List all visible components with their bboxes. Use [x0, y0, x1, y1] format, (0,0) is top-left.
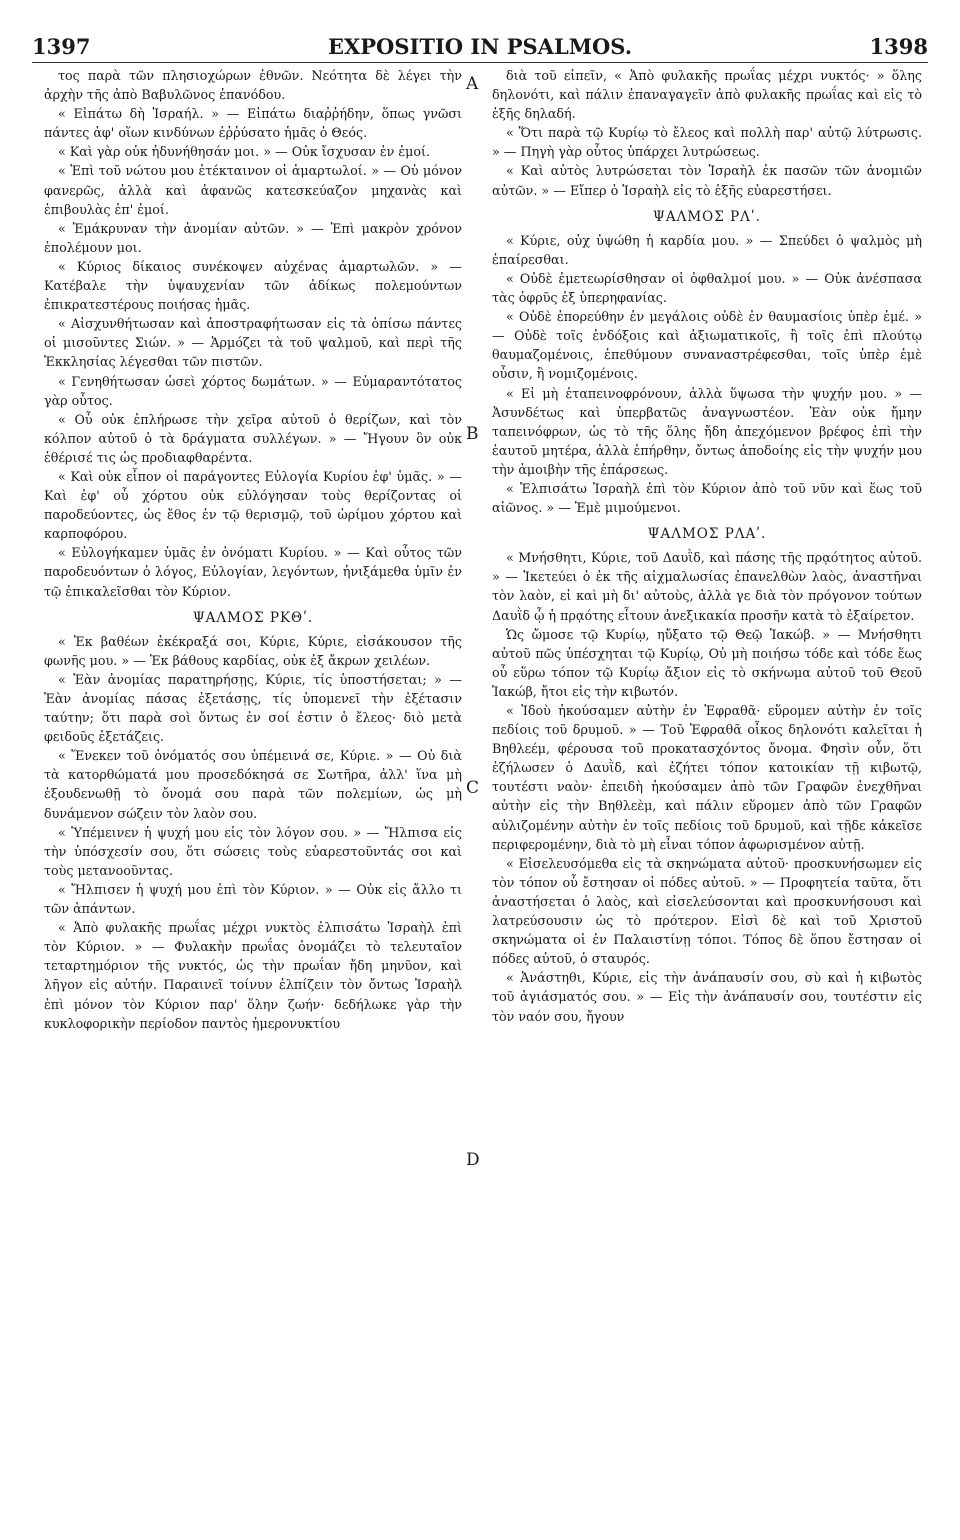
text-paragraph: « Ὅτι παρὰ τῷ Κυρίῳ τὸ ἔλεος καὶ πολλὴ παρ' αὐτῷ λύτρωσις. » — Πηγὴ γὰρ οὗτος ὑπάρχει λυτρώσεως. [492, 125, 922, 160]
text-paragraph: « Καὶ οὐκ εἶπον οἱ παράγοντες Εὐλογία Κυρίου ἐφ' ὑμᾶς. » — Καὶ ἐφ' οὗ χόρτου οὐκ εὐλόγησαν τοὺς θερίζοντας οἱ παροδεύοντες, ὡς ἔθος ἐν τῷ θερισμῷ, τοῦ ὡρίμου χόρτου καὶ καρποφόρου. [44, 468, 462, 542]
text-paragraph: διὰ τοῦ εἰπεῖν, « Ἀπὸ φυλακῆς πρωΐας μέχρι νυκτός· » ὅλης δηλονότι, καὶ πάλιν ἐπαναγαγεῖν ἀπὸ φυλακῆς πρωΐας καὶ εἰς τὸ ἑξῆς δηλαδή. [492, 68, 922, 122]
margin-marker-a: A [466, 74, 479, 94]
text-paragraph: « Μνήσθητι, Κύριε, τοῦ Δαυῒδ, καὶ πάσης τῆς πρᾳότητος αὐτοῦ. » — Ἱκετεύει ὁ ἐκ τῆς αἰχμαλωσίας ἐπανελθὼν λαὸς, ἀναστῆναι τὸν λαὸν, εἰ καὶ μὴ δι' αὐτοὺς, ἀλλὰ γε διὰ τὸν πρόγονον τούτων Δαυῒδ ᾧ ἡ πρᾳότης εἶτουν ἀνεξικακία προσῆν κατὰ τὸ ἐξαίρετον. [492, 550, 922, 623]
left-page-number: 1397 [32, 34, 91, 59]
text-paragraph: « Καὶ αὐτὸς λυτρώσεται τὸν Ἰσραὴλ ἐκ πασῶν τῶν ἀνομιῶν αὐτῶν. » — Εἴπερ ὁ Ἰσραὴλ εἰς τὸ ἑξῆς εὐαρεστήσει. [492, 163, 922, 198]
text-paragraph: τος παρὰ τῶν πλησιοχώρων ἐθνῶν. Νεότητα δὲ λέγει τὴν ἀρχὴν τῆς ἀπὸ Βαβυλῶνος ἐπανόδου. [44, 68, 462, 103]
text-paragraph: « Ἰδοὺ ἠκούσαμεν αὐτὴν ἐν Ἐφραθᾶ· εὕρομεν αὐτὴν ἐν τοῖς πεδίοις τοῦ δρυμοῦ. » — Τοῦ Ἐφραθᾶ οἶκος δηλονότι καλεῖται ἡ Βηθλεέμ, φέρουσα τοῦ προκατασχόντος ὄνομα. Φησὶν οὖν, ὅτι ἐζήλωσεν ὁ Δαυῒδ, καὶ ἐζήτει τόπον κατοικίαν τῇ κιβωτῷ, τουτέστι ναὸν· ἐπειδὴ ἠκούσαμεν ἀπὸ τῶν Γραφῶν ἐνεχθῆναι αὐτὴν εἰς τὴν Βηθλεὲμ, καὶ πάλιν εὕρομεν ἀπὸ τῶν Γραφῶν αὐλιζομένην αὐτὴν ἐν τοῖς πεδίοις τοῦ δρυμοῦ, καὶ τῇδε κἀκεῖσε περιφερομένην, διὰ τὸ μὴ εἶναι τόπον ἀφωρισμένον αὐτῇ. [492, 703, 922, 852]
header-rule [32, 62, 928, 63]
text-paragraph: « Ἐπὶ τοῦ νώτου μου ἐτέκταινον οἱ ἁμαρτωλοί. » — Οὐ μόνον φανερῶς, ἀλλὰ καὶ ἀφανῶς κατεσκεύαζον μηχανὰς καὶ ἐπιβουλὰς ἐπ' ἐμοί. [44, 163, 462, 217]
text-paragraph: « Αἰσχυνθήτωσαν καὶ ἀποστραφήτωσαν εἰς τὰ ὀπίσω πάντες οἱ μισοῦντες Σιών. » — Ἁρμόζει τὰ τοῦ ψαλμοῦ, καὶ περὶ τῆς Ἐκκλησίας λέγεσθαι τῶν πιστῶν. [44, 316, 462, 370]
text-paragraph: « Ἤλπισεν ἡ ψυχή μου ἐπὶ τὸν Κύριον. » — Οὐκ εἰς ἄλλο τι τῶν ἁπάντων. [44, 881, 462, 917]
psalm-heading: ΨΑΛΜΟΣ ΡΛΑʹ. [647, 526, 767, 543]
text-paragraph: « Εἰπάτω δὴ Ἰσραήλ. » — Εἰπάτω διαῤῥήδην, ὅπως γνῶσι πάντες ἀφ' οἵων κινδύνων ἐῤῥύσατο ἡμᾶς ὁ Θεός. [44, 106, 462, 141]
margin-marker-c: C [466, 778, 480, 798]
text-paragraph: « Κύριος δίκαιος συνέκοψεν αὐχένας ἁμαρτωλῶν. » — Κατέβαλε τὴν ὑψαυχενίαν τῶν ἀδίκως πολεμούντων ἐπικρατεστέρους ποιήσας ἡμᾶς. [44, 258, 462, 313]
text-paragraph: « Ἐλπισάτω Ἰσραὴλ ἐπὶ τὸν Κύριον ἀπὸ τοῦ νῦν καὶ ἕως τοῦ αἰῶνος. » — Ἐμὲ μιμούμενοι. [492, 480, 922, 516]
text-paragraph: « Γενηθήτωσαν ὡσεὶ χόρτος δωμάτων. » — Εὐμαραντότατος γὰρ οὗτος. [44, 373, 462, 408]
psalm-heading: ΨΑΛΜΟΣ ΡΛʹ. [653, 208, 761, 225]
running-title: EXPOSITIO IN PSALMOS. [327, 34, 633, 59]
right-page-number: 1398 [869, 34, 928, 59]
text-paragraph: « Ὑπέμεινεν ἡ ψυχή μου εἰς τὸν λόγον σου. » — Ἤλπισα εἰς τὴν ὑπόσχεσίν σου, ὅτι σώσεις τοὺς εὐαρεστοῦντάς σοι καὶ τοὺς μετανοοῦντας. [44, 824, 462, 878]
text-paragraph: « Εἰ μὴ ἐταπεινοφρόνουν, ἀλλὰ ὕψωσα τὴν ψυχήν μου. » — Ἀσυνδέτως καὶ ὑπερβατῶς ἀναγνωστέον. Ἐὰν οὐκ ἤμην ταπεινόφρων, ὡς τὸ τῆς ὅλης ἤδη ἀπεχόμενον βρέφος ἐπὶ τὴν ἑαυτοῦ μητέρα, ἀλλὰ ἐπήρθην, ὄντως ἀποδοίης εἰς τὴν ψυχήν μου τὴν ἀμοιβὴν τῆς ἐπάρσεως. [492, 385, 922, 477]
text-paragraph: « Εὐλογήκαμεν ὑμᾶς ἐν ὀνόματι Κυρίου. » — Καὶ οὗτος τῶν παροδευόντων ὁ λόγος, Εὐλογίαν, λεγόντων, ἠνιξάμεθα ὑμῖν ἐν τῷ ἐπικαλεῖσθαι τὸν Κύριον. [44, 545, 462, 599]
left-column [44, 66, 462, 1033]
margin-marker-b: B [466, 424, 479, 444]
text-paragraph: « Ἐὰν ἀνομίας παρατηρήσῃς, Κύριε, τίς ὑποστήσεται; » — Ἐὰν ἀνομίας πάσας ἐξετάσῃς, τίς ὑπομενεῖ τὴν ἐξέτασιν ταύτην; ὅτι παρὰ σοὶ ὄντως ἐν σοί ἐστιν ὁ ἔλεος· διὸ μετὰ φειδοῦς ἐξετάζεις. [44, 671, 462, 745]
text-paragraph: « Καὶ γὰρ οὐκ ἠδυνήθησάν μοι. » — Οὐκ ἴσχυσαν ἐν ἐμοί. [58, 144, 431, 160]
margin-marker-d: D [466, 1150, 480, 1170]
text-paragraph: Ὡς ὤμοσε τῷ Κυρίῳ, ηὔξατο τῷ Θεῷ Ἰακώβ. » — Μνήσθητι αὐτοῦ πῶς ὑπέσχηται τῷ Κυρίῳ, Οὐ μὴ ποιήσω τόδε καὶ τόδε ἕως οὗ εὕρω τόπον τῷ Κυρίῳ ἄξιον εἰς τὸ σκήνωμα αὐτοῦ τοῦ Θεοῦ Ἰακώβ, ἤτοι εἰς τὴν κιβωτόν. [492, 626, 922, 699]
text-paragraph: « Κύριε, οὐχ ὑψώθη ἡ καρδία μου. » — Σπεύδει ὁ ψαλμὸς μὴ ἐπαίρεσθαι. [492, 232, 922, 267]
text-paragraph: « Ἕνεκεν τοῦ ὀνόματός σου ὑπέμεινά σε, Κύριε. » — Οὐ διὰ τὰ κατορθώματά μου προσεδόκησά σε Σωτῆρα, ἀλλ' ἵνα μὴ ἐξουδενωθῇ τὸ ὄνομά σου παρὰ τῶν πολεμίων, ὡς μὴ δυνάμενον σώζειν τὸν λαὸν σου. [44, 748, 462, 821]
text-paragraph: « Οὗ οὐκ ἐπλήρωσε τὴν χεῖρα αὐτοῦ ὁ θερίζων, καὶ τὸν κόλπον αὐτοῦ ὁ τὰ δράγματα συλλέγων. » — Ἤγουν ὃν οὐκ ἐθέρισέ τις ὡς προδιαφθαρέντα. [44, 411, 462, 465]
right-column [492, 66, 922, 1026]
page-header [32, 34, 928, 60]
text-paragraph: « Ἀπὸ φυλακῆς πρωΐας μέχρι νυκτὸς ἐλπισάτω Ἰσραὴλ ἐπὶ τὸν Κύριον. » — Φυλακὴν πρωΐας ὀνομάζει τὸ τελευταῖον τεταρτημόριον τῆς νυκτός, ὡς τὴν πρωΐαν ἤδη μηνῦον, καὶ λῆγον εἰς αὐτήν. Παραινεῖ τοίνυν ἐλπίζειν τὸν ὄντως Ἰσραὴλ ἐπὶ μόνον τὸν Κύριον παρ' ὅλην ζωήν· δεδήλωκε γὰρ τὴν κυκλοφορικὴν περίοδον παντὸς ἡμερονυκτίου [44, 920, 462, 1031]
text-paragraph: « Οὐδὲ ἐπορεύθην ἐν μεγάλοις οὐδὲ ἐν θαυμασίοις ὑπὲρ ἐμέ. » — Οὐδὲ τοῖς ἐνδόξοις καὶ ἀξιωματικοῖς, ἢ τοῖς ἐπὶ πλούτῳ θαυμαζομένοις, ἐπεθύμουν συναναστρέφεσθαι, τοῖς ὑπὲρ ἐμὲ οὖσιν, ἢ νομιζομένοις. [492, 309, 922, 382]
text-paragraph: « Ἀνάστηθι, Κύριε, εἰς τὴν ἀνάπαυσίν σου, σὺ καὶ ἡ κιβωτὸς τοῦ ἁγιάσματός σου. » — Εἰς τὴν ἀνάπαυσίν σου, τουτέστιν εἰς τὸν ναόν σου, ἤγουν [492, 970, 922, 1024]
text-paragraph: « Οὐδὲ ἐμετεωρίσθησαν οἱ ὀφθαλμοί μου. » — Οὐκ ἀνέσπασα τὰς ὀφρῦς ἐξ ὑπερηφανίας. [492, 270, 922, 306]
text-paragraph: « Εἰσελευσόμεθα εἰς τὰ σκηνώματα αὐτοῦ· προσκυνήσωμεν εἰς τὸν τόπον οὗ ἔστησαν οἱ πόδες αὐτοῦ. » — Προφητεία ταῦτα, ὅτι ἀναστήσεται ὁ λαὸς, καὶ εἰσελεύσονται καὶ προσκυνήσουσι καὶ λατρεύσουσιν ὡς τὸ πρότερον. Εἰσὶ δὲ καὶ τοῦ Χριστοῦ σκηνώματα οἱ ἐν Παλαιστίνῃ τόποι. Τόπος δὲ ὅπου ἔστησαν οἱ πόδες αὐτοῦ, ὁ σταυρός. [492, 855, 922, 967]
text-paragraph: « Ἐμάκρυναν τὴν ἀνομίαν αὐτῶν. » — Ἐπὶ μακρὸν χρόνον ἐπολέμουν μοι. [44, 220, 462, 255]
text-paragraph: « Ἐκ βαθέων ἐκέκραξά σοι, Κύριε, Κύριε, εἰσάκουσον τῆς φωνῆς μου. » — Ἐκ βάθους καρδίας, οὐκ ἐξ ἄκρων χειλέων. [44, 633, 462, 668]
psalm-heading: ΨΑΛΜΟΣ ΡΚΘʹ. [192, 609, 314, 626]
